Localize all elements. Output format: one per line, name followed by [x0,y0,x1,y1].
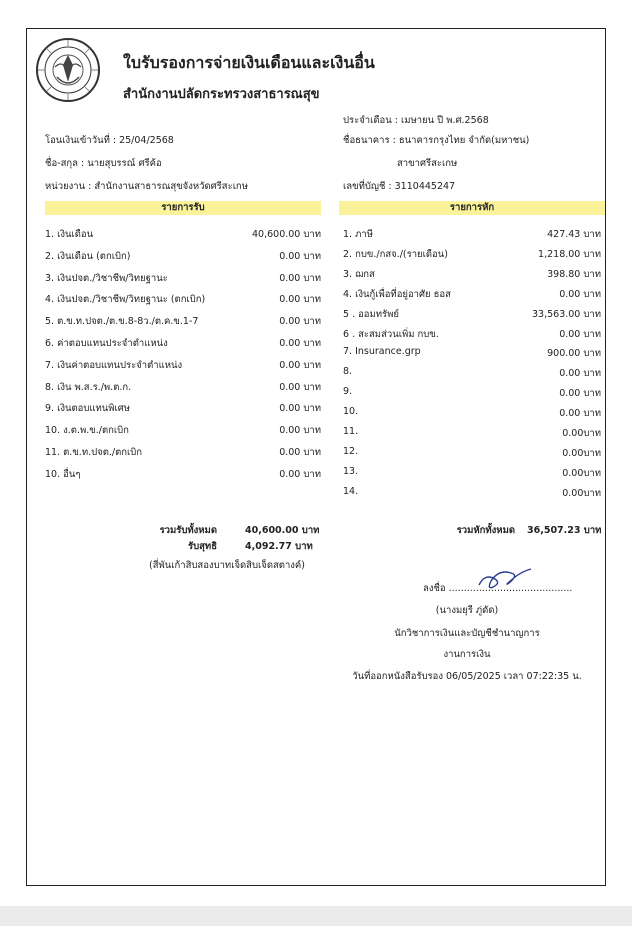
deduction-row-amount: 0.00 บาท [559,388,601,400]
deduction-row-amount: 398.80 บาท [547,268,601,280]
income-row-label: 7. เงินค่าตอบแทนประจำตำแหน่ง [45,359,183,371]
income-row [45,467,321,481]
income-section-header: รายการรับ [45,201,321,215]
income-row-label: 11. ต.ข.ท.ปจต./ตกเบิก [45,447,143,458]
income-row-amount: 0.00 บาท [279,403,321,415]
window-footer-band [0,906,632,926]
deduction-row-amount: 1,218.00 บาท [538,248,601,260]
deduction-row-label: 12. [343,445,359,457]
deduction-row-amount: 33,563.00 บาท [532,308,601,320]
deduction-row [343,287,601,301]
income-row [45,445,321,459]
employee-name: ชื่อ-สกุล : นายสุบรรณ์ ศรีค้อ [45,158,162,169]
deduction-total-value: 36,507.23 บาท [527,525,602,536]
income-row-amount: 0.00 บาท [279,468,321,480]
certificate-page [26,28,606,886]
deduction-row-amount: 900.00 บาท [547,348,601,360]
deduction-section-header: รายการหัก [339,201,605,215]
deduction-row-amount: 0.00 บาท [559,368,601,380]
bank-name: ชื่อธนาคาร : ธนาคารกรุงไทย จำกัด(มหาชน) [343,135,530,146]
deduction-row [343,307,601,321]
income-row [45,227,321,241]
pay-period: ประจำเดือน : เมษายน ปี พ.ศ.2568 [343,115,489,126]
income-total-value: 40,600.00 บาท [245,525,320,536]
income-row [45,271,321,285]
deduction-row-amount: 0.00 บาท [559,288,601,300]
deduction-row-label: 14. [343,485,359,497]
income-row [45,336,321,350]
deduction-row-label: 1. ภาษี [343,229,373,240]
deduction-row [343,386,601,400]
document-title: ใบรับรองการจ่ายเงินเดือนและเงินอื่น [123,53,375,72]
deduction-row-amount: 0.00บาท [562,467,601,479]
income-row-label: 10. อื่นๆ [45,468,81,480]
transfer-date: โอนเงินเข้าวันที่ : 25/04/2568 [45,135,174,146]
document-subtitle: สำนักงานปลัดกระทรวงสาธารณสุข [123,87,320,102]
deduction-row-label: 2. กบข./กสจ./(รายเดือน) [343,248,448,260]
deduction-total-label: รวมหักทั้งหมด [456,525,515,536]
income-row-amount: 0.00 บาท [279,425,321,437]
income-row-amount: 0.00 บาท [279,250,321,262]
issue-timestamp: วันที่ออกหนังสือรับรอง 06/05/2025 เวลา 07:22:35 น. [352,671,582,682]
income-row-label: 3. เงินปจต./วิชาชีพ/วิทยฐานะ [45,272,168,284]
deduction-row [343,406,601,420]
net-pay-value: 4,092.77 บาท [245,541,313,552]
income-row [45,380,321,394]
income-row [45,423,321,437]
deduction-row [343,486,601,500]
account-number: เลขที่บัญชี : 3110445247 [343,181,456,192]
income-row-amount: 0.00 บาท [279,316,321,328]
deduction-row [343,327,601,341]
income-row-amount: 0.00 บาท [279,447,321,458]
deduction-row [343,267,601,281]
deduction-row-label: 4. เงินกู้เพื่อที่อยู่อาศัย ธอส [343,288,451,300]
income-row [45,314,321,328]
deduction-row-label: 9. [343,386,353,398]
income-row-label: 8. เงิน พ.ส.ร./พ.ต.ก. [45,381,132,393]
deduction-row-label: 11. [343,426,359,437]
income-row [45,401,321,415]
bank-branch: สาขาศรีสะเกษ [397,158,458,169]
signer-title: นักวิชาการเงินและบัญชีชำนาญการ [394,628,540,639]
income-row-amount: 40,600.00 บาท [252,229,321,240]
deduction-row [343,346,601,360]
deduction-row-label: 5 . ออมทรัพย์ [343,308,399,320]
deduction-row [343,247,601,261]
income-row-label: 1. เงินเดือน [45,229,94,240]
deduction-row-amount: 0.00บาท [562,487,601,499]
income-total-label: รวมรับทั้งหมด [159,525,217,536]
ministry-seal-icon [35,37,101,103]
deduction-row-label: 7. Insurance.grp [343,346,421,358]
income-row [45,249,321,263]
income-row-label: 2. เงินเดือน (ตกเบิก) [45,250,131,262]
income-row-amount: 0.00 บาท [279,359,321,371]
deduction-row-label: 6 . สะสมส่วนเพิ่ม กบข. [343,328,439,340]
signer-name: (นางมยุรี ภู่ดัด) [435,605,499,616]
income-row-label: 4. เงินปจต./วิชาชีพ/วิทยฐานะ (ตกเบิก) [45,294,206,306]
deduction-row [343,466,601,480]
deduction-row [343,227,601,241]
income-row-amount: 0.00 บาท [279,272,321,284]
income-row [45,358,321,372]
income-row-amount: 0.00 บาท [279,338,321,349]
deduction-row-amount: 0.00บาท [562,447,601,459]
deduction-row-amount: 0.00 บาท [559,408,601,420]
deduction-row [343,426,601,440]
deduction-row-label: 13. [343,465,359,477]
income-row-label: 10. ง.ต.พ.ข./ตกเบิก [45,425,129,437]
deduction-row [343,446,601,460]
deduction-row-amount: 427.43 บาท [547,229,601,240]
net-pay-label: รับสุทธิ [188,541,217,552]
deduction-row-amount: 0.00 บาท [559,328,601,340]
income-row-amount: 0.00 บาท [279,381,321,393]
net-pay-words: (สี่พันเก้าสิบสองบาทเจ็ดสิบเจ็ดสตางค์) [149,560,305,571]
deduction-row-label: 10. [343,406,359,418]
deduction-row-label: 3. ฌกส [343,268,375,280]
income-row-amount: 0.00 บาท [279,294,321,306]
deduction-row-label: 8. [343,366,353,378]
income-row-label: 6. ค่าตอบแทนประจำตำแหน่ง [45,338,168,349]
income-row [45,292,321,306]
department: งานการเงิน [443,649,491,660]
handwritten-signature-icon [475,563,535,593]
income-row-label: 9. เงินตอบแทนพิเศษ [45,403,131,415]
deduction-row-amount: 0.00บาท [562,428,601,439]
sign-line: ลงชื่อ ......................................... [423,583,573,594]
deduction-row [343,366,601,380]
income-row-label: 5. ต.ข.ท.ปจต./ต.ข.8-8ว./ต.ค.ข.1-7 [45,316,199,328]
employee-unit: หน่วยงาน : สำนักงานสาธารณสุขจังหวัดศรีสะเกษ [45,181,248,192]
